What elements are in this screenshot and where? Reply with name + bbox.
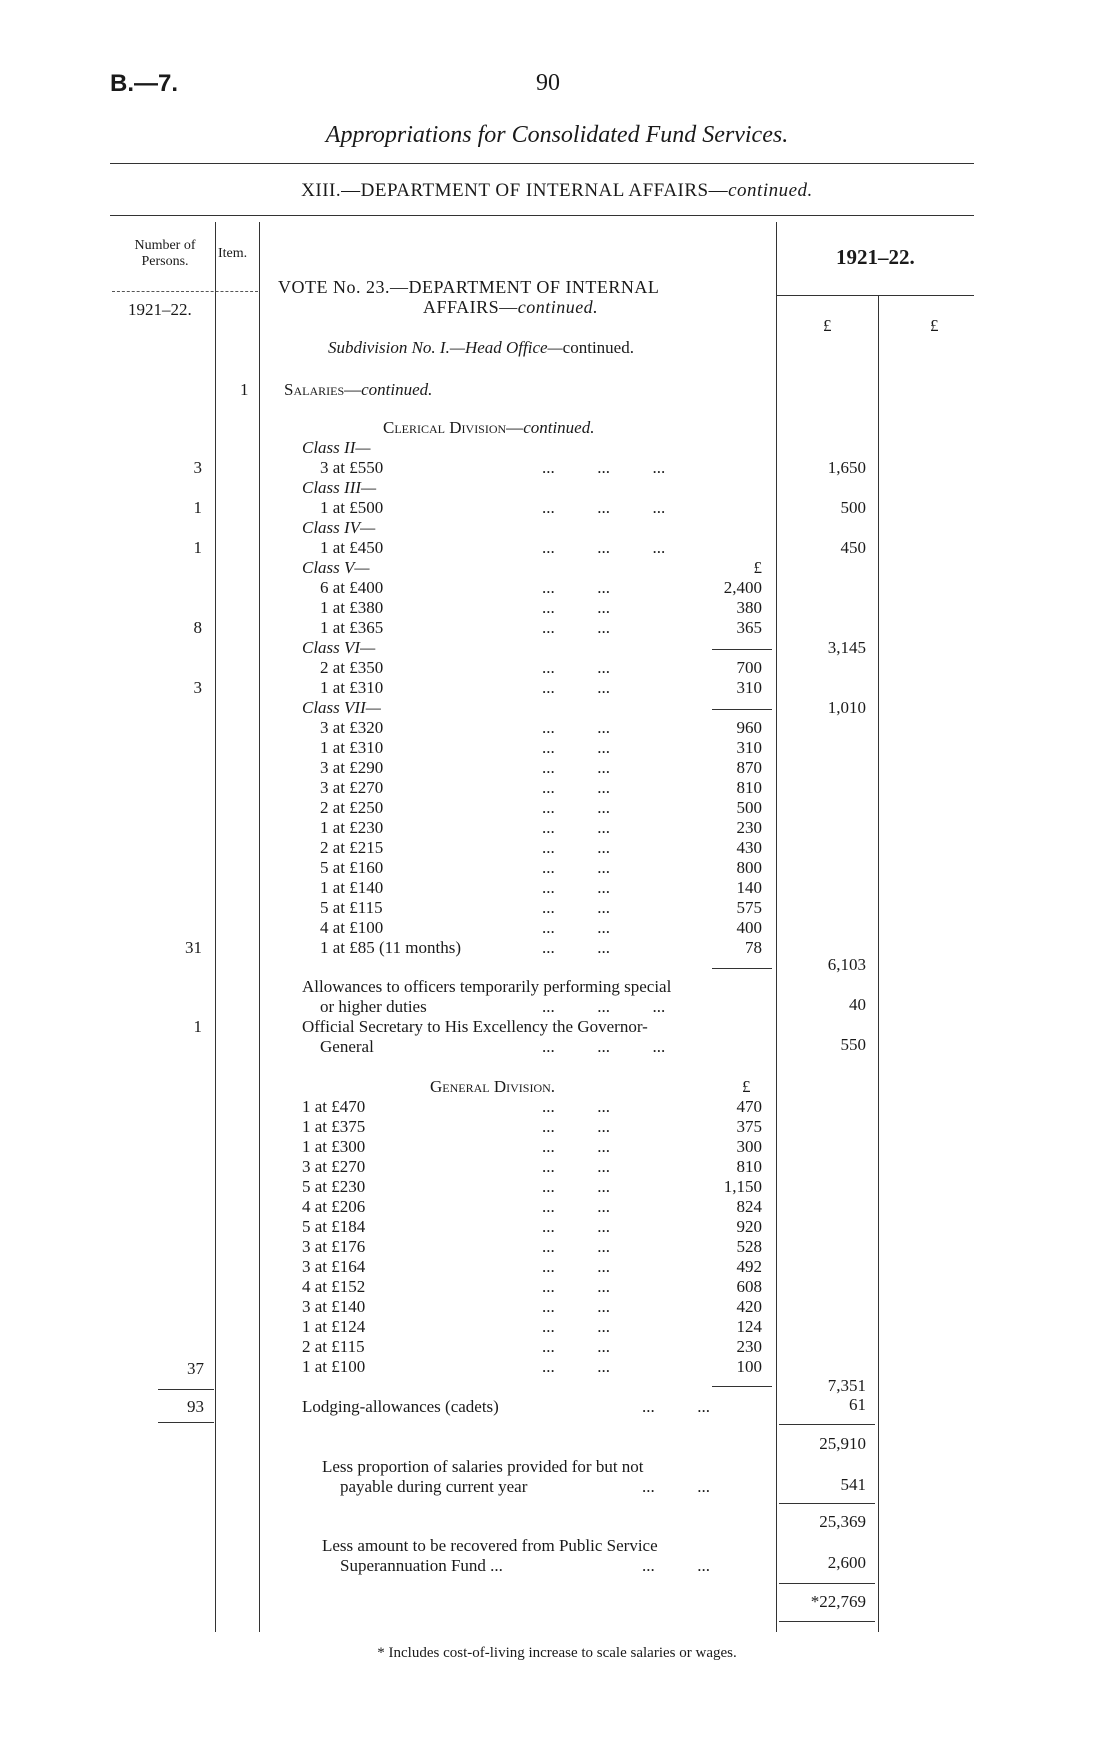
leader-dots: ... ...: [542, 658, 610, 677]
leader-dots: ... ...: [542, 938, 610, 957]
sub-amount: 124: [736, 1317, 762, 1336]
less-superannuation-amount: 2,600: [827, 1553, 866, 1572]
general-row: [0, 1237, 1114, 1257]
leader-dots: ... ...: [542, 1157, 610, 1176]
leader-dots: ... ...: [542, 778, 610, 797]
allowances-line1: Allowances to officers temporarily performing special: [302, 977, 672, 996]
allowances-dots: ... ... ...: [542, 997, 666, 1016]
sub-amount: 1,150: [723, 1177, 762, 1196]
subtotal-amount: 25,910: [819, 1434, 866, 1453]
clerical-row: [0, 778, 1114, 798]
vote-heading-line2-suffix: continued.: [517, 297, 599, 317]
clerical-row: [0, 638, 1114, 658]
clerical-row: [0, 938, 1114, 958]
sub-amount: 575: [736, 898, 762, 917]
sub-amount: £: [753, 558, 762, 577]
sub-amount: 310: [736, 678, 762, 697]
clerical-row: [0, 798, 1114, 818]
persons-year-heading: 1921–22.: [128, 300, 192, 319]
sub-amount: 140: [736, 878, 762, 897]
clerical-row: [0, 818, 1114, 838]
sub-amount: 824: [736, 1197, 762, 1216]
persons-count: 31: [185, 938, 202, 957]
persons-total-rule-bottom: [158, 1422, 214, 1423]
general-row: [0, 1217, 1114, 1237]
leader-dots: ... ...: [542, 1257, 610, 1276]
leader-dots: ... ...: [542, 598, 610, 617]
less-proportion-line1: Less proportion of salaries provided for but not: [322, 1457, 644, 1476]
rate-label: 1 at £230: [320, 818, 384, 837]
rate-label: 4 at £206: [302, 1197, 366, 1216]
less-superannuation-line2: Superannuation Fund ...: [340, 1556, 503, 1575]
clerical-row: [0, 858, 1114, 878]
year-heading: 1921–22.: [836, 245, 915, 269]
leader-dots: ... ...: [542, 898, 610, 917]
rate-label: 1 at £140: [320, 878, 384, 897]
rate-label: 4 at £100: [320, 918, 384, 937]
general-row: [0, 1357, 1114, 1377]
secretary-amount: 550: [840, 1035, 866, 1054]
secretary-dots: ... ... ...: [542, 1037, 666, 1056]
title-rule: [110, 163, 974, 164]
leader-dots: ... ...: [542, 878, 610, 897]
salaries-heading: [284, 380, 432, 400]
sub-amount: 608: [736, 1277, 762, 1296]
rate-label: 1 at £380: [320, 598, 384, 617]
general-row: [0, 1157, 1114, 1177]
general-division-heading: General Division.: [430, 1077, 556, 1096]
leader-dots: ... ...: [542, 1117, 610, 1136]
sub-amount: 365: [736, 618, 762, 637]
rate-label: 5 at £115: [320, 898, 383, 917]
leader-dots: ... ...: [542, 738, 610, 757]
rate-label: 1 at £100: [302, 1357, 366, 1376]
leader-dots: ... ...: [542, 1277, 610, 1296]
leader-dots: ... ...: [542, 1357, 610, 1376]
leader-dots: ... ...: [542, 758, 610, 777]
leader-dots: ... ...: [542, 618, 610, 637]
line-amount: 3,145: [827, 638, 866, 657]
leader-dots: ... ...: [542, 1237, 610, 1256]
leader-dots: ... ...: [542, 798, 610, 817]
clerical-row: [0, 538, 1114, 558]
allowances-line2: or higher duties: [320, 997, 427, 1016]
general-row: [0, 1177, 1114, 1197]
sub-amount: 500: [736, 798, 762, 817]
secretary-line2: General: [320, 1037, 374, 1056]
clerical-row: [0, 678, 1114, 698]
rate-label: 3 at £164: [302, 1257, 366, 1276]
class-label: Class IV—: [302, 518, 376, 537]
clerical-row: [0, 478, 1114, 498]
less-proportion-amount: 541: [840, 1475, 866, 1494]
item-heading: Item.: [218, 246, 248, 261]
leader-dots: ... ...: [542, 678, 610, 697]
rate-label: 3 at £176: [302, 1237, 366, 1256]
rate-label: 1 at £450: [320, 538, 384, 557]
general-row: [0, 1297, 1114, 1317]
less-proportion-dots: ... ...: [642, 1477, 710, 1496]
after-less1-amount: 25,369: [819, 1512, 866, 1531]
line-amount: 1,010: [827, 698, 866, 717]
sub-amount: 492: [736, 1257, 762, 1276]
clerical-row: [0, 438, 1114, 458]
rate-label: 1 at £310: [320, 738, 384, 757]
rate-label: 1 at £124: [302, 1317, 366, 1336]
item-number: 1: [240, 380, 249, 399]
subtotal-rule: [779, 1424, 875, 1425]
leader-dots: ... ...: [542, 858, 610, 877]
currency-heading-a: £: [823, 316, 832, 335]
rate-label: 1 at £85 (11 months): [320, 938, 462, 957]
rate-label: 2 at £250: [320, 798, 384, 817]
number-of-persons-heading: Number of Persons.: [134, 238, 196, 269]
rate-label: 2 at £115: [302, 1337, 365, 1356]
rate-label: 3 at £550: [320, 458, 384, 477]
footnote: * Includes cost-of-living increase to scale salaries or wages.: [377, 1645, 737, 1661]
lodging-amount: 61: [849, 1395, 866, 1414]
general-persons: 37: [187, 1359, 204, 1378]
page-number: 90: [536, 70, 560, 96]
final-rule-top: [779, 1583, 875, 1584]
clerical-row: [0, 598, 1114, 618]
department-title-main: XIII.—DEPARTMENT OF INTERNAL AFFAIRS—: [301, 180, 729, 201]
sub-amount: 810: [736, 1157, 762, 1176]
clerical-row: [0, 458, 1114, 478]
class-label: Class VI—: [302, 638, 376, 657]
clerical-row: [0, 578, 1114, 598]
general-row: [0, 1337, 1114, 1357]
clerical-row: [0, 898, 1114, 918]
salaries-suffix: continued.: [361, 380, 433, 399]
less-superannuation-dots: ... ...: [642, 1556, 710, 1575]
sub-amount: 400: [736, 918, 762, 937]
rate-label: 1 at £365: [320, 618, 384, 637]
clerical-row: [0, 698, 1114, 718]
rate-label: 1 at £500: [320, 498, 384, 517]
leader-dots: ... ...: [542, 718, 610, 737]
persons-total-rule-top: [158, 1389, 214, 1390]
persons-total: 93: [187, 1397, 204, 1416]
general-row: [0, 1257, 1114, 1277]
sub-amount: 375: [736, 1117, 762, 1136]
clerical-row: [0, 918, 1114, 938]
allowances-amount: 40: [849, 995, 866, 1014]
sub-amount: 100: [736, 1357, 762, 1376]
clerical-row: [0, 718, 1114, 738]
clerical-row: [0, 558, 1114, 578]
rate-label: 1 at £310: [320, 678, 384, 697]
sub-amount: 230: [736, 818, 762, 837]
rate-label: 1 at £300: [302, 1137, 366, 1156]
persons-count: 1: [193, 538, 202, 557]
general-row: [0, 1277, 1114, 1297]
persons-count: 3: [193, 678, 202, 697]
leader-dots: ... ...: [542, 818, 610, 837]
leader-dots: ... ...: [542, 1097, 610, 1116]
leader-dots: ... ... ...: [542, 458, 666, 477]
sub-amount: 430: [736, 838, 762, 857]
sub-amount: 300: [736, 1137, 762, 1156]
general-row: [0, 1137, 1114, 1157]
currency-heading-b: £: [930, 316, 939, 335]
sub-amount: 920: [736, 1217, 762, 1236]
class-label: Class II—: [302, 438, 371, 457]
sub-amount: 310: [736, 738, 762, 757]
final-total: *22,769: [810, 1592, 866, 1611]
class-vi-rule: [712, 709, 772, 710]
leader-dots: ... ...: [542, 1177, 610, 1196]
sub-amount: 380: [736, 598, 762, 617]
rate-label: 3 at £140: [302, 1297, 366, 1316]
subdivision-main: Subdivision No. I.—Head Office—: [328, 338, 563, 357]
clerical-suffix: continued.: [523, 418, 595, 437]
vote-heading-line2-main: AFFAIRS—: [423, 297, 518, 317]
lodging-label: Lodging-allowances (cadets): [302, 1397, 499, 1416]
rate-label: 3 at £270: [302, 1157, 366, 1176]
general-row: [0, 1317, 1114, 1337]
less-proportion-line2: payable during current year: [340, 1477, 528, 1496]
sub-amount: 700: [736, 658, 762, 677]
persons-count: 3: [193, 458, 202, 477]
secretary-persons: 1: [193, 1017, 202, 1036]
leader-dots: ... ...: [542, 1317, 610, 1336]
sub-amount: 528: [736, 1237, 762, 1256]
clerical-row: [0, 658, 1114, 678]
line-amount: 500: [840, 498, 866, 517]
clerical-row: [0, 518, 1114, 538]
line-amount: 1,650: [827, 458, 866, 477]
clerical-row: [0, 618, 1114, 638]
page-title: Appropriations for Consolidated Fund Services.: [325, 122, 789, 148]
rate-label: 3 at £270: [320, 778, 384, 797]
sub-amount: 960: [736, 718, 762, 737]
class-vii-rule: [712, 968, 772, 969]
class-label: Class VII—: [302, 698, 381, 717]
document-reference: B.—7.: [110, 70, 179, 97]
clerical-row: [0, 498, 1114, 518]
leader-dots: ... ...: [542, 1137, 610, 1156]
department-title: [0, 180, 1114, 202]
rate-label: 1 at £375: [302, 1117, 366, 1136]
clerical-row: [0, 758, 1114, 778]
rate-label: 3 at £290: [320, 758, 384, 777]
line-amount: 450: [840, 538, 866, 557]
persons-count: 8: [193, 618, 202, 637]
department-rule: [110, 215, 974, 216]
less-superannuation-line1: Less amount to be recovered from Public Service: [322, 1536, 658, 1555]
rate-label: 5 at £184: [302, 1217, 366, 1236]
clerical-row: [0, 878, 1114, 898]
rate-label: 3 at £320: [320, 718, 384, 737]
salaries-main: Salaries—: [284, 380, 362, 399]
sub-amount: 78: [745, 938, 762, 957]
class-label: Class III—: [302, 478, 377, 497]
sub-amount: 470: [736, 1097, 762, 1116]
general-row: [0, 1197, 1114, 1217]
persons-header-rule: [112, 291, 258, 292]
leader-dots: ... ...: [542, 1217, 610, 1236]
clerical-row: [0, 838, 1114, 858]
rate-label: 5 at £160: [320, 858, 384, 877]
department-title-suffix: continued.: [728, 180, 813, 201]
general-division-rule: [712, 1386, 772, 1387]
leader-dots: ... ...: [542, 1197, 610, 1216]
final-rule-bottom: [779, 1621, 875, 1622]
header-bottom-rule: [776, 295, 974, 296]
general-division-total: 7,351: [827, 1376, 866, 1395]
vote-heading-line2: [423, 297, 598, 318]
leader-dots: ... ...: [542, 838, 610, 857]
sub-amount: 810: [736, 778, 762, 797]
clerical-division-heading: [383, 418, 594, 438]
class-vii-total: 6,103: [827, 955, 866, 974]
rate-label: 2 at £350: [320, 658, 384, 677]
clerical-main: Clerical Division—: [383, 418, 524, 437]
general-currency: £: [742, 1077, 751, 1096]
sub-amount: 870: [736, 758, 762, 777]
lodging-dots: ... ...: [642, 1397, 710, 1416]
sub-amount: 2,400: [723, 578, 762, 597]
subdivision-suffix: continued.: [562, 338, 634, 357]
rate-label: 6 at £400: [320, 578, 384, 597]
general-row: [0, 1097, 1114, 1117]
vote-heading-line1: VOTE No. 23.—DEPARTMENT OF INTERNAL: [278, 277, 660, 297]
clerical-row: [0, 738, 1114, 758]
leader-dots: ... ...: [542, 1337, 610, 1356]
secretary-line1: Official Secretary to His Excellency the Governor-: [302, 1017, 648, 1036]
rate-label: 4 at £152: [302, 1277, 366, 1296]
sub-amount: 230: [736, 1337, 762, 1356]
leader-dots: ... ...: [542, 918, 610, 937]
rate-label: 5 at £230: [302, 1177, 366, 1196]
rate-label: 1 at £470: [302, 1097, 366, 1116]
rate-label: 2 at £215: [320, 838, 384, 857]
class-label: Class V—: [302, 558, 370, 577]
persons-count: 1: [193, 498, 202, 517]
subdivision-heading: [328, 338, 634, 358]
leader-dots: ... ...: [542, 1297, 610, 1316]
after-less1-rule: [779, 1503, 875, 1504]
class-v-rule: [712, 649, 772, 650]
leader-dots: ... ...: [542, 578, 610, 597]
leader-dots: ... ... ...: [542, 538, 666, 557]
sub-amount: 420: [736, 1297, 762, 1316]
leader-dots: ... ... ...: [542, 498, 666, 517]
sub-amount: 800: [736, 858, 762, 877]
general-row: [0, 1117, 1114, 1137]
